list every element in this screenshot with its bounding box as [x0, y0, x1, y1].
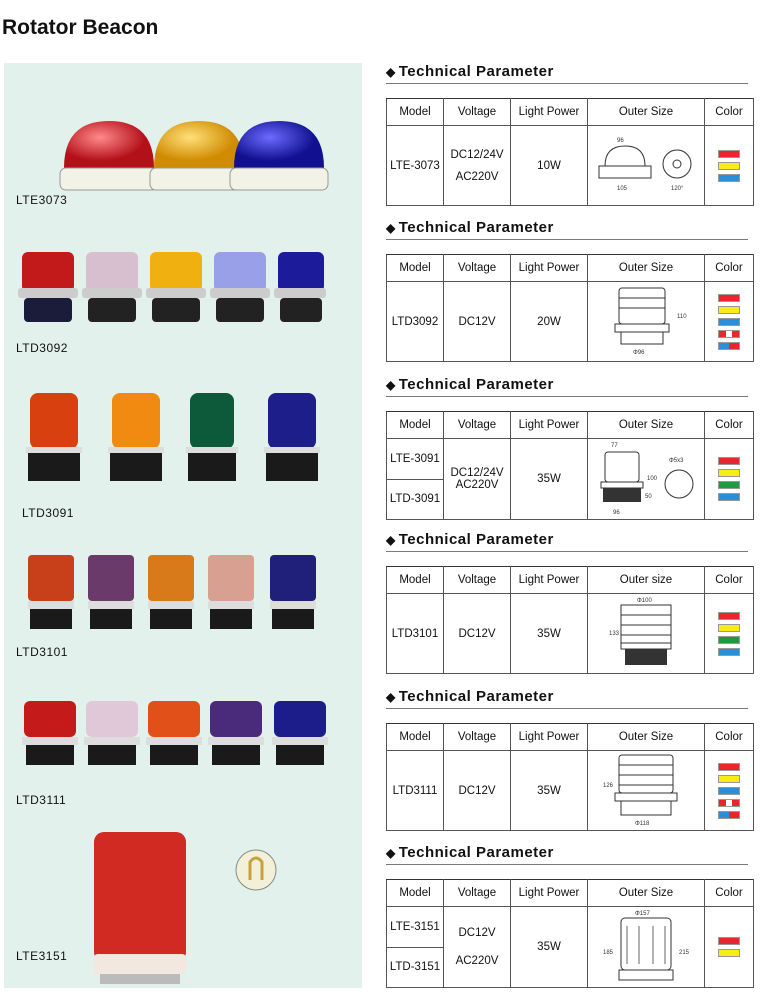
divider — [386, 551, 748, 552]
outer-size-diagram — [588, 439, 705, 520]
dim-label: 96 — [613, 509, 620, 516]
ltd3091-beacon-photos — [24, 391, 324, 486]
header-voltage: Voltage — [444, 880, 511, 907]
spec-table — [386, 254, 754, 362]
dim-label: 50 — [645, 493, 652, 500]
ltd3111-beacon-photos — [22, 699, 332, 769]
dim-label: Φ118 — [635, 821, 650, 827]
spec-section-ltd3111 — [386, 688, 748, 831]
model-line: LTD-3151 — [389, 961, 441, 974]
model-cell: LTD3101 — [387, 594, 444, 674]
dim-label: 100 — [647, 475, 658, 482]
header-color: Color — [705, 255, 754, 282]
dim-label: 120° — [671, 186, 684, 192]
color-swatches — [705, 594, 754, 674]
header-outer-size: Outer Size — [588, 880, 705, 907]
model-cell — [387, 439, 444, 520]
voltage-line: DC12/24V — [450, 148, 504, 161]
beacon-blue — [274, 252, 326, 322]
outer-size-diagram — [588, 126, 705, 206]
header-model: Model — [387, 255, 444, 282]
ltd3092-beacon-photos — [16, 248, 326, 328]
power-cell: 20W — [511, 282, 588, 362]
dim-label: 185 — [603, 949, 614, 956]
dim-label: Φ100 — [637, 598, 652, 604]
spec-section-ltd3091 — [386, 376, 748, 520]
beacon-blue — [270, 555, 316, 629]
diamond-icon: ◆ — [386, 690, 396, 704]
power-cell: 10W — [511, 126, 588, 206]
model-cell: LTD3111 — [387, 751, 444, 831]
section-heading: ◆ Technical Parameter — [386, 376, 554, 393]
model-label-ltd3101: LTD3101 — [16, 645, 68, 659]
voltage-cell: DC12V — [444, 282, 511, 362]
voltage-cell: DC12V — [444, 594, 511, 674]
model-label-lte3073: LTE3073 — [16, 193, 68, 207]
voltage-cell — [444, 907, 511, 988]
header-outer-size: Outer Size — [588, 412, 705, 439]
dim-label: 215 — [679, 949, 690, 956]
voltage-line: AC220V — [455, 955, 499, 967]
beacon-red-blue — [208, 701, 264, 765]
diamond-icon: ◆ — [386, 65, 396, 79]
beacon-red — [26, 393, 82, 481]
voltage-cell — [444, 126, 511, 206]
dim-label: 110 — [677, 314, 687, 320]
header-outer-size: Outer Size — [588, 255, 705, 282]
beacon-amber — [108, 393, 164, 481]
voltage-line: AC220V — [455, 170, 499, 183]
divider — [386, 708, 748, 709]
beacon-clear-red — [208, 555, 254, 629]
red-dome-beacon — [60, 121, 158, 190]
header-color: Color — [705, 567, 754, 594]
header-voltage: Voltage — [444, 99, 511, 126]
lte3151-beacon-photo — [90, 828, 190, 988]
header-light-power: Light Power — [511, 99, 588, 126]
spec-table — [386, 723, 754, 831]
outer-size-diagram — [588, 282, 705, 362]
power-cell: 35W — [511, 594, 588, 674]
page-title: Rotator Beacon — [2, 16, 159, 39]
dim-label: 133 — [609, 631, 620, 637]
lte3073-beacon-photos — [54, 113, 334, 203]
model-line: LTD-3091 — [389, 493, 441, 506]
header-color: Color — [705, 99, 754, 126]
spec-section-lte3073 — [386, 63, 748, 206]
model-line: LTE-3091 — [387, 439, 443, 480]
beacon-red — [18, 252, 78, 322]
voltage-line: DC12V — [458, 927, 496, 939]
color-swatches — [705, 126, 754, 206]
dim-label: 96 — [617, 138, 624, 144]
dim-label: Φ157 — [635, 910, 650, 917]
section-heading: ◆ Technical Parameter — [386, 688, 554, 705]
beacon-clear-red — [82, 252, 142, 322]
blue-dome-beacon — [230, 121, 328, 190]
voltage-cell — [444, 439, 511, 520]
divider — [386, 864, 748, 865]
header-light-power: Light Power — [511, 567, 588, 594]
voltage-line: AC220V — [455, 479, 499, 491]
header-color: Color — [705, 412, 754, 439]
divider — [386, 239, 748, 240]
beacon-blue — [264, 393, 320, 481]
model-label-ltd3092: LTD3092 — [16, 341, 68, 355]
beacon-red — [28, 555, 74, 629]
spec-table — [386, 879, 754, 988]
model-cell: LTE-3073 — [387, 126, 444, 206]
dim-label: 126 — [603, 783, 614, 789]
model-label-ltd3091: LTD3091 — [22, 506, 74, 520]
header-color: Color — [705, 724, 754, 751]
header-outer-size: Outer Size — [588, 724, 705, 751]
power-cell: 35W — [511, 751, 588, 831]
header-model: Model — [387, 412, 444, 439]
dim-label: Φ5x3 — [669, 457, 684, 464]
diamond-icon: ◆ — [386, 846, 396, 860]
beacon-clear-blue — [210, 252, 270, 322]
outer-size-diagram — [588, 907, 705, 988]
spec-section-lte3151 — [386, 844, 748, 988]
spec-table — [386, 98, 754, 206]
power-cell: 35W — [511, 907, 588, 988]
section-heading: ◆ Technical Parameter — [386, 219, 554, 236]
header-outer-size: Outer Size — [588, 99, 705, 126]
section-heading: ◆ Technical Parameter — [386, 531, 554, 548]
spec-section-ltd3101 — [386, 531, 748, 674]
diamond-icon: ◆ — [386, 221, 396, 235]
beacon-green — [186, 393, 238, 481]
divider — [386, 396, 748, 397]
color-swatches — [705, 751, 754, 831]
header-outer-size: Outer size — [588, 567, 705, 594]
outer-size-diagram — [588, 594, 705, 674]
beacon-blue — [272, 701, 328, 765]
header-model: Model — [387, 880, 444, 907]
diamond-icon: ◆ — [386, 533, 396, 547]
voltage-cell: DC12V — [444, 751, 511, 831]
diamond-icon: ◆ — [386, 378, 396, 392]
outer-size-diagram — [588, 751, 705, 831]
divider — [386, 83, 748, 84]
header-model: Model — [387, 99, 444, 126]
header-voltage: Voltage — [444, 255, 511, 282]
model-line: LTE-3151 — [387, 907, 443, 948]
section-heading: ◆ Technical Parameter — [386, 844, 554, 861]
halogen-bulb-icon — [234, 848, 278, 892]
dim-label: 105 — [617, 186, 628, 192]
beacon-clear — [84, 701, 140, 765]
spec-section-ltd3092 — [386, 219, 748, 362]
header-model: Model — [387, 724, 444, 751]
header-light-power: Light Power — [511, 724, 588, 751]
header-light-power: Light Power — [511, 412, 588, 439]
voltage-line: DC12/24V — [450, 467, 504, 479]
product-photo-panel — [4, 63, 362, 988]
section-heading: ◆ Technical Parameter — [386, 63, 554, 80]
model-label-ltd3111: LTD3111 — [16, 793, 67, 807]
power-cell: 35W — [511, 439, 588, 520]
dim-label: 77 — [611, 442, 618, 449]
beacon-red-blue — [88, 555, 134, 629]
model-cell: LTD3092 — [387, 282, 444, 362]
header-light-power: Light Power — [511, 255, 588, 282]
header-voltage: Voltage — [444, 724, 511, 751]
model-cell — [387, 907, 444, 988]
beacon-amber — [146, 252, 206, 322]
color-swatches — [705, 907, 754, 988]
spec-table — [386, 566, 754, 674]
color-swatches — [705, 282, 754, 362]
header-light-power: Light Power — [511, 880, 588, 907]
header-voltage: Voltage — [444, 567, 511, 594]
header-model: Model — [387, 567, 444, 594]
header-color: Color — [705, 880, 754, 907]
beacon-red — [22, 701, 78, 765]
dim-label: Φ96 — [633, 350, 645, 356]
spec-table — [386, 411, 754, 520]
model-label-lte3151: LTE3151 — [16, 949, 68, 963]
beacon-amber — [148, 555, 194, 629]
ltd3101-beacon-photos — [26, 553, 326, 633]
header-voltage: Voltage — [444, 412, 511, 439]
color-swatches — [705, 439, 754, 520]
beacon-orange — [146, 701, 202, 765]
